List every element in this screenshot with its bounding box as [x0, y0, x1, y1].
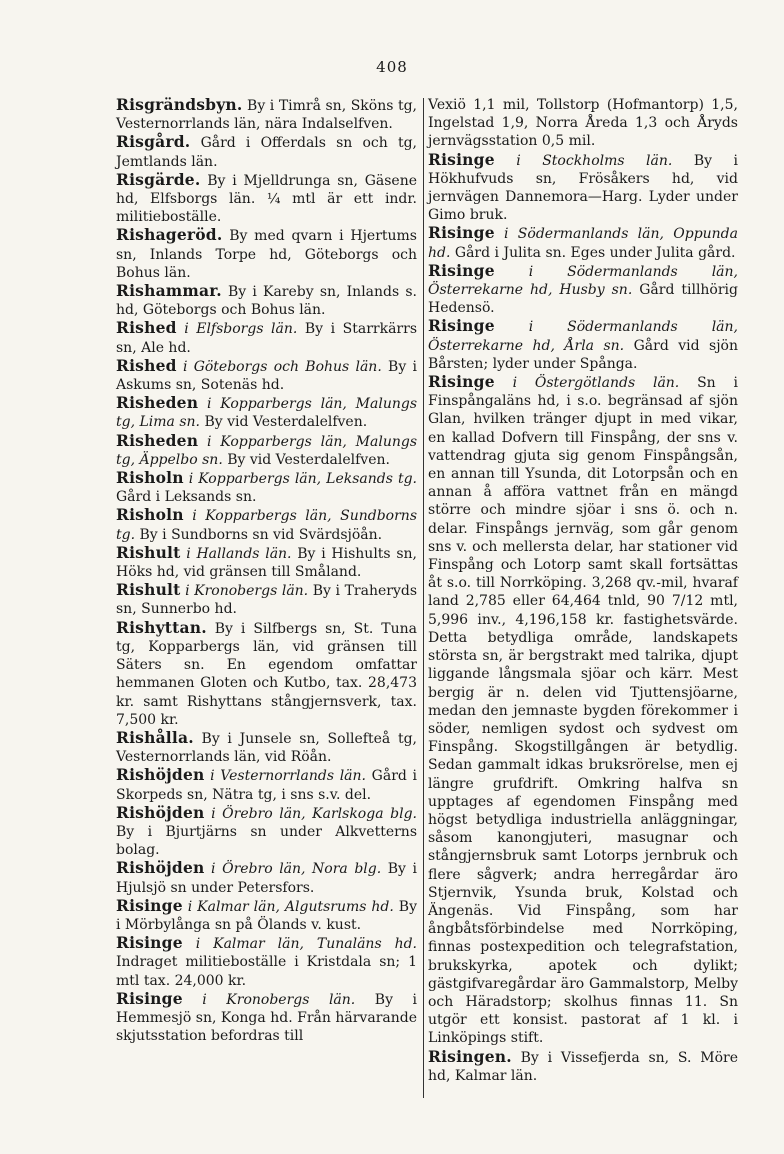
entry-location: i Södermanlands län, Österrekarne hd, Husby sn.: [428, 263, 738, 299]
page-number: 408: [376, 58, 408, 76]
entry-location: i Östergötlands län.: [494, 375, 680, 392]
entry-text: Gård vid sjön Bårsten; lyder under Spånga.: [428, 337, 739, 372]
entry-text: By i Mörbylånga sn på Ölands v. kust.: [116, 898, 418, 933]
entry-text: Vexiö 1,1 mil, Tollstorp (Hofmantorp) 1,5, Ingelstad 1,9, Norra Åreda 1,3 och Åryds jernvägsstation 0,5 mil.: [428, 97, 738, 150]
entry-location: i Södermanlands län, Österrekarne hd, Årla sn.: [428, 319, 738, 354]
entry-location: i Vesternorrlands län.: [204, 768, 366, 785]
entry-text: By i Hjulsjö sn under Petersfors.: [116, 861, 417, 896]
dictionary-entry: [428, 96, 738, 151]
entry-headword: Rished: [116, 355, 177, 375]
dictionary-entry: [116, 133, 417, 170]
dictionary-entry: [116, 729, 417, 766]
entry-text: By vid Vesterdalelfven.: [222, 451, 390, 468]
entry-text: Gård i Offerdals sn och tg, Jemtlands län.: [116, 135, 417, 170]
entry-location: i Kalmar län, Tunaläns hd.: [182, 936, 417, 953]
entry-location: i Örebro län, Nora blg.: [204, 861, 382, 878]
entry-location: i Kalmar län, Algutsrums hd.: [182, 898, 394, 915]
right-column: [428, 96, 738, 1085]
entry-location: i Elfsborgs län.: [176, 321, 298, 338]
entry-location: i Göteborgs och Bohus län.: [176, 358, 382, 375]
dictionary-entry: [116, 357, 417, 394]
dictionary-entry: [116, 859, 417, 896]
entry-headword: Risinge: [428, 260, 495, 280]
column-divider: [423, 98, 424, 1098]
entry-location: i Kronobergs län.: [182, 991, 356, 1008]
dictionary-entry: [116, 226, 417, 282]
dictionary-entry: [116, 506, 417, 543]
entry-text: By i Vissefjerda sn, S. Möre hd, Kalmar län.: [428, 1049, 738, 1084]
dictionary-entry: [116, 934, 417, 990]
entry-headword: Risgård.: [116, 132, 191, 152]
entry-headword: Risholn: [116, 505, 184, 525]
entry-headword: Rishöjden: [116, 858, 205, 878]
entry-text: Indraget militieboställe i Kristdala sn; 1 mtl tax. 24,000 kr.: [116, 954, 417, 989]
entry-location: i Örebro län, Karlskoga blg.: [204, 805, 417, 822]
entry-text: By vid Vesterdalelfven.: [200, 414, 368, 431]
entry-headword: Rishammar.: [116, 281, 222, 301]
entry-headword: Risheden: [116, 393, 199, 413]
dictionary-entry: [116, 619, 417, 729]
entry-headword: Rishyttan.: [116, 617, 207, 637]
dictionary-entry: [428, 317, 738, 373]
entry-headword: Risinge: [116, 933, 183, 953]
dictionary-entry: [116, 171, 417, 227]
dictionary-entry: [116, 581, 417, 618]
dictionary-entry: [428, 224, 738, 261]
entry-headword: Risinge: [428, 372, 495, 392]
entry-headword: Rished: [116, 318, 177, 338]
entry-headword: Rishålla.: [116, 727, 194, 747]
entry-text: By i Bjurtjärns sn under Alkvetterns bolag.: [116, 823, 417, 859]
entry-text: Gård i Skorpeds sn, Nätra tg, i sns s.v. del.: [116, 768, 418, 803]
dictionary-entry: [428, 1048, 738, 1085]
entry-location: i Kopparbergs län, Leksands tg.: [183, 471, 417, 488]
dictionary-entry: [428, 262, 738, 318]
entry-location: i Södermanlands län, Oppunda hd.: [428, 226, 738, 261]
entry-text: By i Mjelldrunga sn, Gäsene hd, Elfsborgs län. ¼ mtl är ett indr. militieboställe.: [116, 172, 417, 226]
entry-headword: Risgrändsbyn.: [116, 95, 243, 114]
entry-location: i Hallands län.: [180, 545, 292, 562]
entry-text: By i Hökhufvuds sn, Frösåkers hd, vid jernvägen Dannemora—Harg. Lyder under Gimo bruk.: [428, 152, 738, 224]
entry-headword: Rishult: [116, 542, 181, 562]
dictionary-entry: [116, 897, 417, 934]
entry-headword: Rishöjden: [116, 765, 205, 785]
entry-text: By i Kareby sn, Inlands s. hd, Göteborgs och Bohus län.: [116, 284, 417, 319]
entry-headword: Risinge: [116, 988, 183, 1008]
entry-text: By i Traheryds sn, Sunnerbo hd.: [116, 583, 418, 618]
dictionary-entry: [116, 804, 417, 860]
entry-headword: Risinge: [428, 316, 495, 336]
entry-text: By i Hemmesjö sn, Konga hd. Från härvarande skjutsstation befordras till: [116, 991, 417, 1045]
entry-location: i Kopparbergs län, Malungs tg, Äppelbo sn.: [116, 433, 417, 468]
entry-location: i Kopparbergs län, Sundborns tg.: [116, 508, 417, 543]
entry-headword: Risingen.: [428, 1046, 512, 1066]
left-column: [116, 96, 417, 1045]
entry-headword: Risinge: [428, 223, 495, 243]
entry-text: By i Timrå sn, Sköns tg, Vesternorrlands län, nära Indalselfven.: [116, 98, 417, 133]
dictionary-entry: [116, 282, 417, 319]
entry-text: Gård tillhörig Hedensö.: [428, 282, 738, 317]
entry-headword: Risgärde.: [116, 169, 201, 189]
entry-text: Gård i Julita sn. Eges under Julita gård.: [450, 244, 736, 261]
dictionary-entry: [428, 373, 738, 1048]
entry-text: By i Hishults sn, Höks hd, vid gränsen till Småland.: [116, 545, 418, 581]
dictionary-entry: [116, 96, 417, 133]
entry-text: By med qvarn i Hjertums sn, Inlands Torpe hd, Göteborgs och Bohus län.: [116, 228, 417, 281]
entry-text: By i Sundborns sn vid Svärdsjöån.: [135, 526, 383, 543]
dictionary-entry: [116, 432, 417, 469]
entry-location: i Stockholms län.: [494, 152, 673, 169]
entry-text: Sn i Finspångaläns hd, i s.o. begränsad af sjön Glan, hvilken tränger djupt in med vikar, en kallad Dofvern till Finspång, der sns v. vattendrag gjuta sig genom Finspångsån, en annan till Ysunda, dit Lotorpsån och en annan å afföra vattnet från en mängd större och mindre sjöar i sns ö. och n. delar. Finspångs jernväg, som går genom sns v. och mellersta delar, har stationer vid Finspång och Lotorp samt skall fortsättas åt s.o. till Norrköping. 3,268 qv.-mil, hvaraf land 2,785 eller 64,464 tnld, 90 7/12 mtl, 5,996 inv., 4,196,158 kr. fastighetsvärde. Detta betydliga område, landskapets största sn, är bergstrakt med talrika, djupt liggande långsmala sjöar och kärr. Mest bergig är n. delen vid Tjuttensjöarne, medan den jemnaste bygden förekommer i söder, nemligen sydost och sydvest om Finspång. Skogstillgången är betydlig. Sedan gammalt idkas bruksrörelse, men ej längre grufdrift. Omkring halfva sn upptages af egendomen Finspång med högst betydliga industriella anläggningar, såsom kanongjuteri, masugnar och stångjernsbruk samt Lotorps jernbruk och flere sågverk; andra herregårdar äro Stjernvik, Ysunda bruk, Kolstad och Ängenäs. Vid Finspång, som har ångbåtsförbindelse med Norrköping, finnas postexpedition och telegrafstation, brukskyrka, apotek och dylikt; gästgifvaregårdar äro Gammalstorp, Melby och Häradstorp; skolhus finnas 11. Sn utgör ett konsist. pastorat af 1 kl. i Linköpings stift.: [428, 375, 738, 1047]
entry-text: By i Starrkärrs sn, Ale hd.: [116, 321, 417, 356]
entry-text: By i Askums sn, Sotenäs hd.: [116, 358, 417, 394]
entry-headword: Rishult: [116, 580, 181, 600]
entry-headword: Rishöjden: [116, 802, 205, 822]
entry-headword: Risholn: [116, 468, 184, 488]
entry-headword: Risheden: [116, 430, 199, 450]
dictionary-entry: [116, 394, 417, 431]
entry-text: Gård i Leksands sn.: [116, 489, 257, 506]
entry-text: By i Junsele sn, Sollefteå tg, Vesternorrlands län, vid Röån.: [116, 730, 417, 766]
entry-location: i Kronobergs län.: [180, 583, 309, 600]
dictionary-entry: [428, 151, 738, 225]
dictionary-entry: [116, 319, 417, 356]
entry-text: By i Silfbergs sn, St. Tuna tg, Kopparbergs län, vid gränsen till Säters sn. En egendom omfattar hemmanen Gloten och Kutbo, tax. 28,473 kr. samt Rishyttans stångjernsverk, tax. 7,500 kr.: [116, 620, 417, 728]
dictionary-entry: [116, 544, 417, 581]
dictionary-entry: [116, 766, 417, 803]
entry-headword: Risinge: [116, 895, 183, 915]
dictionary-entry: [116, 990, 417, 1046]
entry-headword: Rishageröd.: [116, 225, 223, 245]
dictionary-entry: [116, 469, 417, 506]
entry-headword: Risinge: [428, 149, 495, 169]
entry-location: i Kopparbergs län, Malungs tg, Lima sn.: [116, 396, 417, 431]
